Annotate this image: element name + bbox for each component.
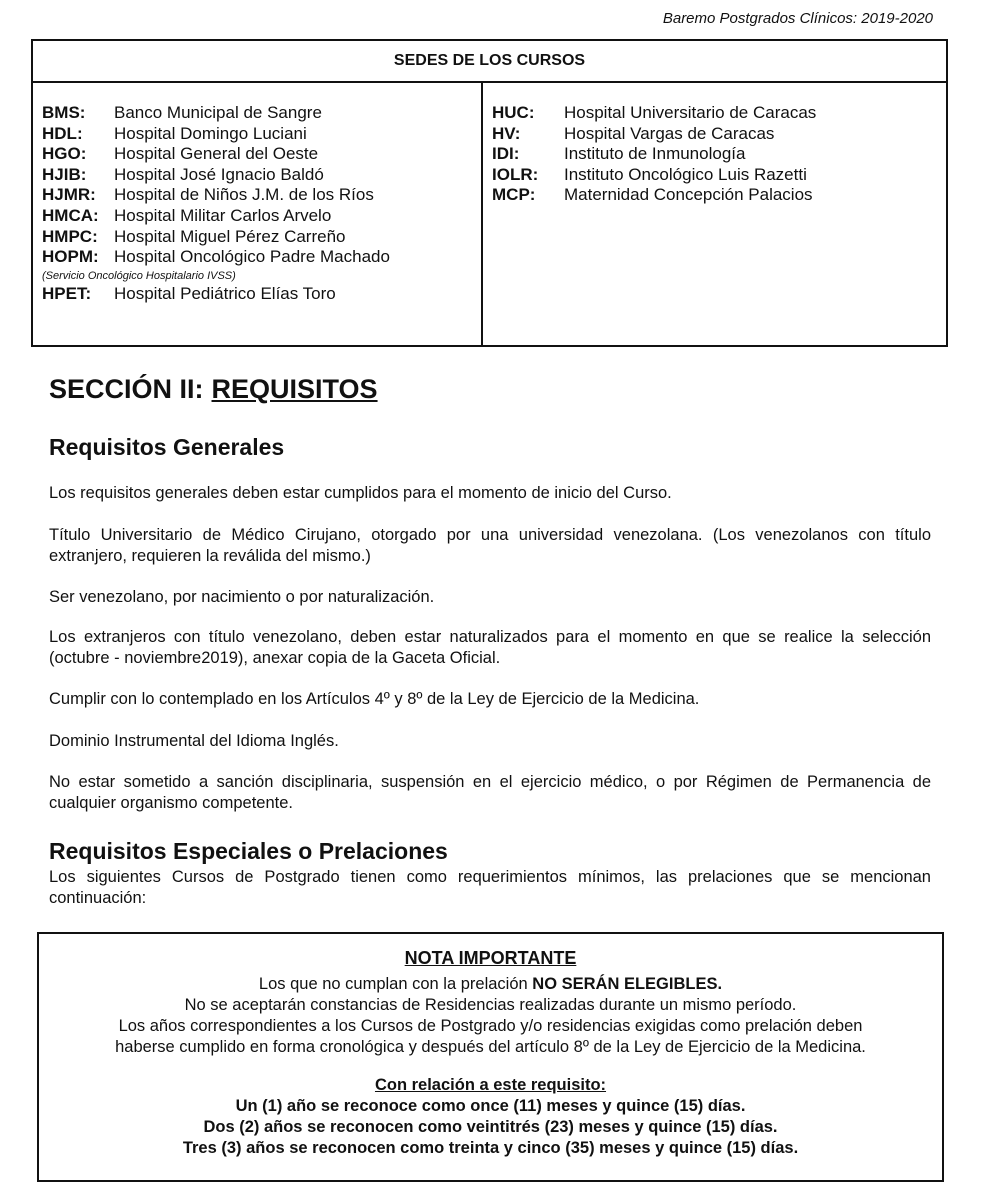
sede-code: HGO: — [42, 144, 87, 164]
sedes-title: SEDES DE LOS CURSOS — [33, 41, 946, 83]
sede-name: Hospital José Ignacio Baldó — [114, 164, 324, 184]
sede-name: Banco Municipal de Sangre — [114, 103, 322, 122]
sede-item — [492, 124, 946, 145]
sede-name: Hospital Vargas de Caracas — [564, 123, 775, 143]
sede-code: IDI: — [492, 144, 520, 164]
paragraph: Título Universitario de Médico Cirujano, otorgado por una universidad venezolana. (Los venezolanos con título extranjero, requieren la reválida del mismo.) — [49, 526, 931, 565]
relacion-title: Con relación a este requisito: — [374, 1076, 607, 1094]
relacion-line: Dos (2) años se reconocen como veintitrés (23) meses y quince (15) días. — [203, 1118, 778, 1136]
sede-name: Maternidad Concepción Palacios — [564, 185, 813, 205]
sede-code: HOPM: — [42, 247, 99, 267]
sede-item — [492, 144, 946, 165]
hopm-note: (Servicio Oncológico Hospitalario IVSS) — [42, 269, 236, 282]
sede-item — [42, 144, 481, 165]
sede-code: HJIB: — [42, 164, 87, 184]
no-elegibles-text: NO SERÁN ELEGIBLES. — [532, 975, 723, 993]
sedes-right-column — [483, 83, 946, 347]
sede-name: Instituto de Inmunología — [564, 144, 746, 164]
sede-code: HJMR: — [42, 185, 96, 205]
sede-code: MCP: — [492, 185, 536, 205]
sede-item — [42, 227, 481, 248]
nota-title: NOTA IMPORTANTE — [404, 948, 577, 968]
sede-name: Hospital Universitario de Caracas — [564, 103, 817, 122]
sede-code: HPET: — [42, 283, 92, 303]
sede-item — [42, 103, 481, 124]
paragraph: Cumplir con lo contemplado en los Artículos 4º y 8º de la Ley de Ejercicio de la Medicina. — [49, 690, 700, 708]
sede-name: Hospital General del Oeste — [114, 144, 319, 164]
sede-item — [42, 247, 481, 268]
sede-item — [42, 124, 481, 145]
sede-name: Instituto Oncológico Luis Razetti — [564, 164, 807, 184]
sede-item — [492, 165, 946, 186]
sede-item — [42, 185, 481, 206]
sede-code: IOLR: — [492, 164, 539, 184]
paragraph: No estar sometido a sanción disciplinaria, suspensión en el ejercicio médico, o por Régimen de Permanencia de cualquier organismo competente. — [49, 773, 931, 812]
sede-code: HUC: — [492, 103, 535, 122]
sede-name: Hospital Oncológico Padre Machado — [114, 247, 390, 267]
sede-item — [42, 284, 481, 305]
sedes-table — [31, 39, 948, 347]
sede-code: HDL: — [42, 123, 83, 143]
nota-line: Los que no cumplan con la prelación NO SERÁN ELEGIBLES. — [258, 975, 723, 993]
sede-name: Hospital Pediátrico Elías Toro — [114, 283, 336, 303]
relacion-line: Tres (3) años se reconocen como treinta y cinco (35) meses y quince (15) días. — [182, 1139, 799, 1157]
sede-code: BMS: — [42, 103, 86, 122]
nota-line: haberse cumplido en forma cronológica y después del artículo 8º de la Ley de Ejercicio de la Medicina. — [115, 1038, 866, 1056]
paragraph: Ser venezolano, por nacimiento o por naturalización. — [49, 588, 435, 606]
sede-code: HV: — [492, 123, 521, 143]
sede-item — [42, 165, 481, 186]
nota-line: No se aceptarán constancias de Residencias realizadas durante un mismo período. — [184, 996, 797, 1014]
relacion-line: Un (1) año se reconoce como once (11) meses y quince (15) días. — [235, 1097, 746, 1115]
sede-name: Hospital Militar Carlos Arvelo — [114, 205, 332, 225]
document-header-title: Baremo Postgrados Clínicos: 2019-2020 — [662, 10, 933, 27]
nota-line: Los años correspondientes a los Cursos de Postgrado y/o residencias exigidas como prelación deben — [118, 1017, 863, 1035]
paragraph: Los siguientes Cursos de Postgrado tienen como requerimientos mínimos, las prelaciones que se mencionan continuación: — [49, 868, 931, 907]
nota-importante-box — [37, 932, 944, 1182]
sede-item — [492, 185, 946, 206]
paragraph: Los extranjeros con título venezolano, deben estar naturalizados para el momento en que se realice la selección (octubre - noviembre2019), anexar copia de la Gaceta Oficial. — [49, 628, 931, 667]
sede-name: Hospital Miguel Pérez Carreño — [114, 226, 346, 246]
sede-name: Hospital Domingo Luciani — [114, 123, 307, 143]
requisitos-especiales-heading: Requisitos Especiales o Prelaciones — [49, 838, 448, 864]
paragraph: Dominio Instrumental del Idioma Inglés. — [49, 732, 339, 750]
section-title — [49, 374, 378, 405]
sede-name: Hospital de Niños J.M. de los Ríos — [114, 185, 374, 205]
paragraph: Los requisitos generales deben estar cumplidos para el momento de inicio del Curso. — [49, 484, 672, 502]
sede-code: HMCA: — [42, 205, 99, 225]
sede-code: HMPC: — [42, 226, 98, 246]
sedes-left-column — [33, 83, 483, 347]
section-title-text: REQUISITOS — [211, 374, 378, 404]
section-prefix: SECCIÓN II: — [49, 374, 204, 404]
sede-item — [492, 103, 946, 124]
sede-item — [42, 206, 481, 227]
requisitos-generales-heading: Requisitos Generales — [49, 434, 285, 460]
